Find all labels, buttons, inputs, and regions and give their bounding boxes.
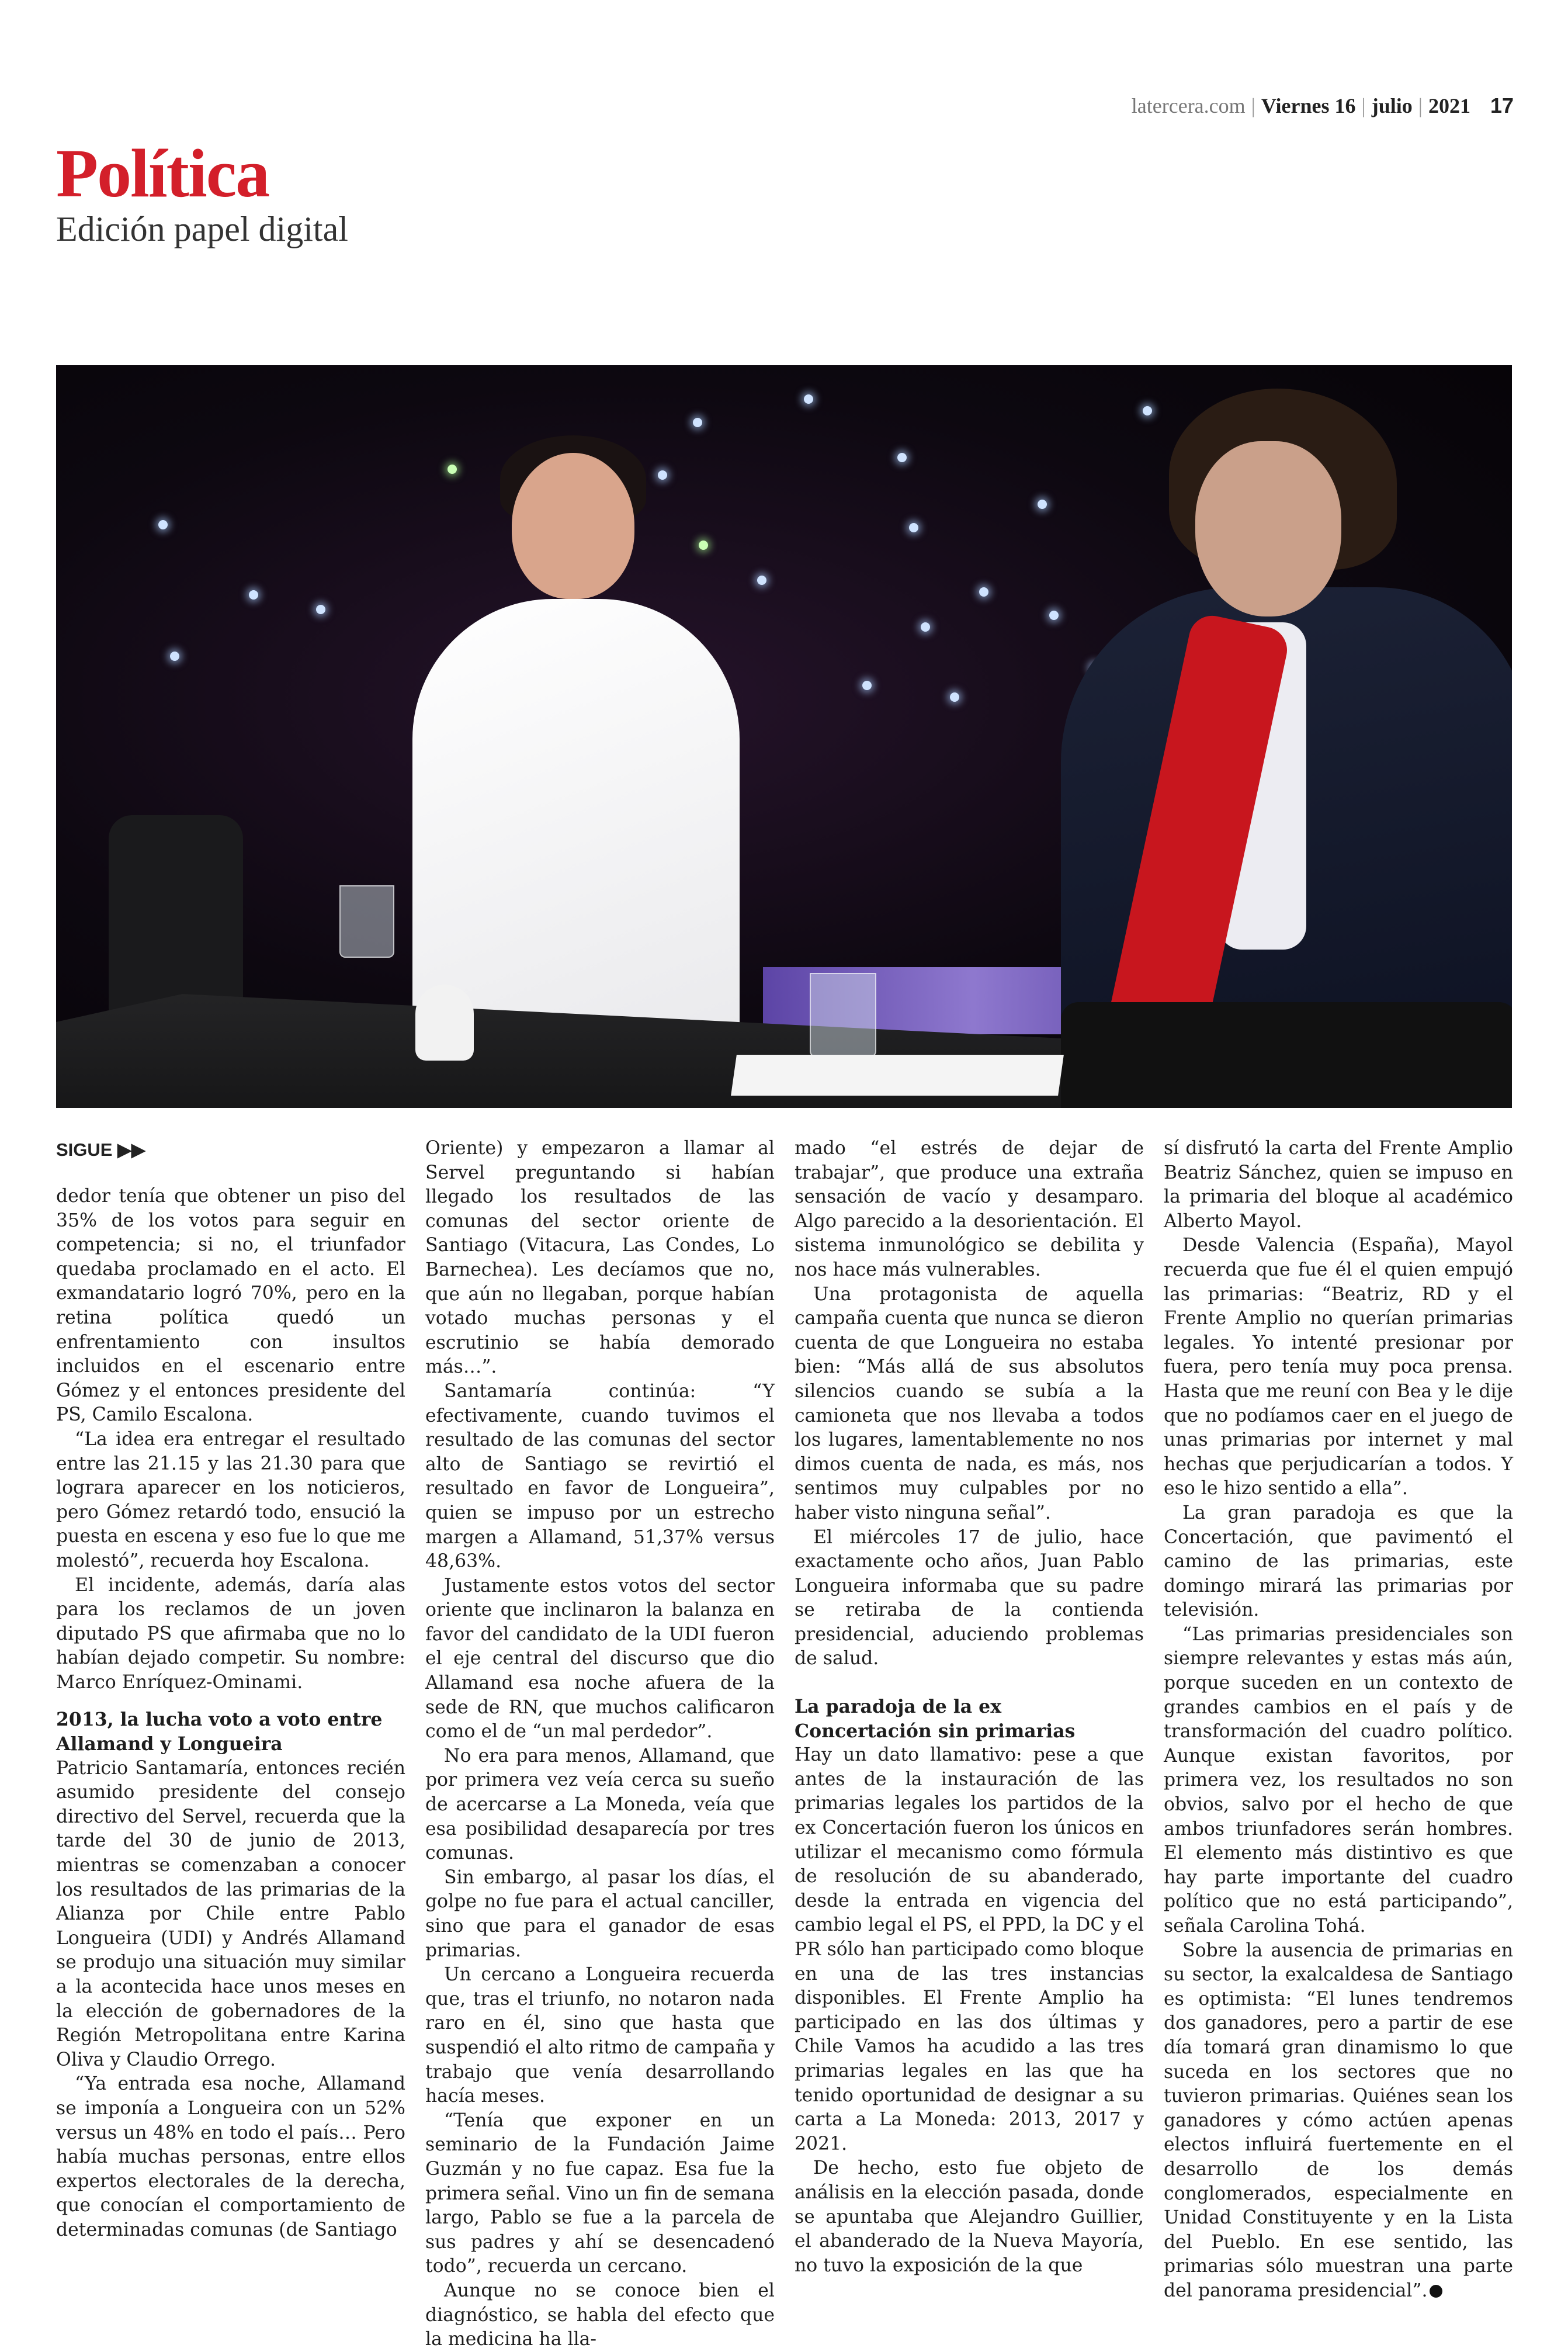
article-photo — [56, 365, 1512, 1108]
page-number: 17 — [1490, 93, 1514, 117]
paragraph: “Tenía que exponer en un seminario de la Fundación Jaime Guzmán y no fue capaz. Esa fue la primera señal. Vino un fin de semana largo, Pablo se fue a la parcela de sus padres y ahí se desencadenó todo”, recuerda un cercano. — [425, 2109, 775, 2277]
page-header: latercera.com | Viernes 16 | julio | 2021 17 — [1131, 93, 1514, 117]
paragraph: No era para menos, Allamand, que por primera vez veía cerca su sueño de acercarse a La Moneda, veía que esa posibilidad desaparecía por tres comunas. — [425, 1745, 775, 1864]
subheading: La paradoja de la ex Concertación sin primarias — [795, 1696, 1076, 1742]
paragraph — [1164, 1939, 1513, 2303]
paragraph: “Las primarias presidenciales son siempre relevantes y estas más aún, porque suceden en un contexto de grandes cambios en el país y de transformación del cuadro político. Aunque existan favoritos, por primera vez, los resultados no son obvios, salvo por el hecho de que ambos triunfadores serán hombres. El elemento más distintivo es que hay parte importante del cuadro político que no está participando”, señala Carolina Tohá. — [1164, 1623, 1513, 1937]
paragraph-text: Sobre la ausencia de primarias en su sector, la exalcaldesa de Santiago es optimista: “El lunes tendremos dos ganadores, pero a partir de ese día tomará gran dinamismo lo que suceda en los sectores que no tuvieron primarias. Quiénes sean los ganadores y cómo actúen apenas electos influirá fuertemente en el desarrollo de los demás conglomerados, especialmente en Unidad Constituyente y en la Lista del Pueblo. En ese sentido, las primarias sólo muestran una parte del panorama presidencial”. — [1164, 1939, 1513, 2301]
header-year: 2021 — [1428, 94, 1470, 117]
article-column-2 — [425, 1137, 775, 2350]
paragraph: Un cercano a Longueira recuerda que, tras el triunfo, no notaron nada raro en él, sino que hasta que suspendió el alto ritmo de campaña y trabajo que venía desarrollando hacía meses. — [425, 1964, 775, 2107]
header-month: julio — [1371, 94, 1413, 117]
article-column-1 — [56, 1184, 405, 2240]
paragraph: Desde Valencia (España), Mayol recuerda que fue él el quien empujó las primarias: “Beatriz, RD y el Frente Amplio no querían primarias legales. Yo intenté presionar por fuera, pero tenía muy poca prensa. Hasta que me reuní con Bea y le dije que no podíamos caer en el juego de unas primarias por internet y mal hechas que perjudicarían a todos. Y eso le hizo sentido a ella”. — [1164, 1235, 1513, 1499]
paragraph: Oriente) y empezaron a llamar al Servel preguntando si habían llegado los resultados de las comunas del sector oriente de Santiago (Vitacura, Las Condes, Lo Barnechea). Les decíamos que no, que aún no llegaban, porque habían votado muchas personas y el escrutinio se había demorado más…”. — [425, 1138, 775, 1378]
paragraph: El incidente, además, daría alas para los reclamos de un joven diputado PS que afirmaba que no lo habían dejado competir. Su nombre: Marco Enríquez-Ominami. — [56, 1574, 405, 1693]
site-name: latercera.com — [1131, 94, 1246, 117]
paragraph: La gran paradoja es que la Concertación, que pavimentó el camino de las primarias, este domingo mirará las primarias por televisión. — [1164, 1502, 1513, 1621]
paragraph: De hecho, esto fue objeto de análisis en la elección pasada, donde se apuntaba que Alejandro Guillier, el abanderado de la Nueva Mayoría, no tuvo la exposición de la que — [795, 2157, 1144, 2276]
paragraph: sí disfrutó la carta del Frente Amplio Beatriz Sánchez, quien se impuso en la primaria del bloque al académico Alberto Mayol. — [1164, 1138, 1513, 1232]
paragraph: Una protagonista de aquella campaña cuenta que nunca se dieron cuenta de que Longueira no estaba bien: “Más allá de sus absolutos silencios cuando se subía a la camioneta que nos llevaba a todos los lugares, lamentablemente no nos dimos cuenta de nada, es más, nos sentimos muy culpables por no haber visto ninguna señal”. — [795, 1283, 1144, 1523]
header-day: Viernes 16 — [1261, 94, 1356, 117]
article-column-4 — [1164, 1137, 1513, 2301]
paragraph: Sin embargo, al pasar los días, el golpe no fue para el actual canciller, sino que para el ganador de esas primarias. — [425, 1866, 775, 1961]
paragraph: Justamente estos votos del sector oriente que inclinaron la balanza en favor del candidato de la UDI fueron el eje central del discurso que dio Allamand esa noche afuera de la sede de RN, que muchos calificaron como el de “un mal perdedor”. — [425, 1575, 775, 1743]
subheading: 2013, la lucha voto a voto entre Allamand y Longueira — [56, 1709, 383, 1755]
section-subtitle: Edición papel digital — [56, 210, 348, 248]
paragraph: “Ya entrada esa noche, Allamand se imponía a Longueira con un 52% versus un 48% en todo el país… Pero había muchas personas, entre ellos expertos electorales de la derecha, que conocían el comportamiento de determinadas comunas (de Santiago — [56, 2073, 405, 2240]
continue-marker: SIGUE ▶▶ — [56, 1139, 145, 1160]
paragraph: Aunque no se conoce bien el diagnóstico, se habla del efecto que la medicina ha lla- — [425, 2280, 775, 2350]
article-column-3 — [795, 1137, 1144, 2276]
paragraph: Hay un dato llamativo: pese a que antes de la instauración de las primarias legales los partidos de la ex Concertación fueron los únicos en utilizar el mecanismo como fórmula de resolución de su abanderado, desde la entrada en vigencia del cambio legal el PS, el PPD, la DC y el PR sólo han participado como bloque en una de las tres instancias disponibles. El Frente Amplio ha participado en las dos últimas y Chile Vamos ha acudido a las tres primarias legales en las que ha tenido oportunidad de designar a su carta a La Moneda: 2013, 2017 y 2021. — [795, 1744, 1144, 2154]
paragraph: “La idea era entregar el resultado entre las 21.15 y las 21.30 para que lograra aparecer en los noticieros, pero Gómez retardó todo, ensució la puesta en escena y eso fue lo que me molestó”, recuerda hoy Escalona. — [56, 1428, 405, 1571]
paragraph: El miércoles 17 de julio, hace exactamente ocho años, Juan Pablo Longueira informaba que su padre se retiraba de la contienda presidencial, aduciendo problemas de salud. — [795, 1526, 1144, 1669]
end-of-article-icon — [1430, 2285, 1442, 2298]
section-title: Política — [56, 135, 269, 212]
paragraph: Santamaría continúa: “Y efectivamente, cuando tuvimos el resultado de las comunas del sector alto de Santiago se revirtió el resultado en favor de Longueira”, quien se impuso por un estrecho margen a Allamand, 51,37% versus 48,63%. — [425, 1380, 775, 1572]
paragraph: Patricio Santamaría, entonces recién asumido presidente del consejo directivo del Servel, recuerda que la tarde del 30 de junio de 2013, mientras se comenzaban a conocer los resultados de las primarias de la Alianza por Chile entre Pablo Longueira (UDI) y Andrés Allamand se produjo una situación muy similar a la acontecida hace unos meses en la elección de gobernadores de la Región Metropolitana entre Karina Oliva y Claudio Orrego. — [56, 1757, 405, 2070]
paragraph: mado “el estrés de dejar de trabajar”, que produce una extraña sensación de vacío y desamparo. Algo parecido a la desorientación. El sistema inmunológico se debilita y nos hace más vulnerables. — [795, 1138, 1144, 1280]
paragraph: dedor tenía que obtener un piso del 35% de los votos para seguir en competencia; si no, el triunfador quedaba proclamado en el acto. El exmandatario logró 70%, pero en la retina política quedó un enfrentamiento con insultos incluidos en el escenario entre Gómez y el entonces presidente del PS, Camilo Escalona. — [56, 1186, 405, 1426]
